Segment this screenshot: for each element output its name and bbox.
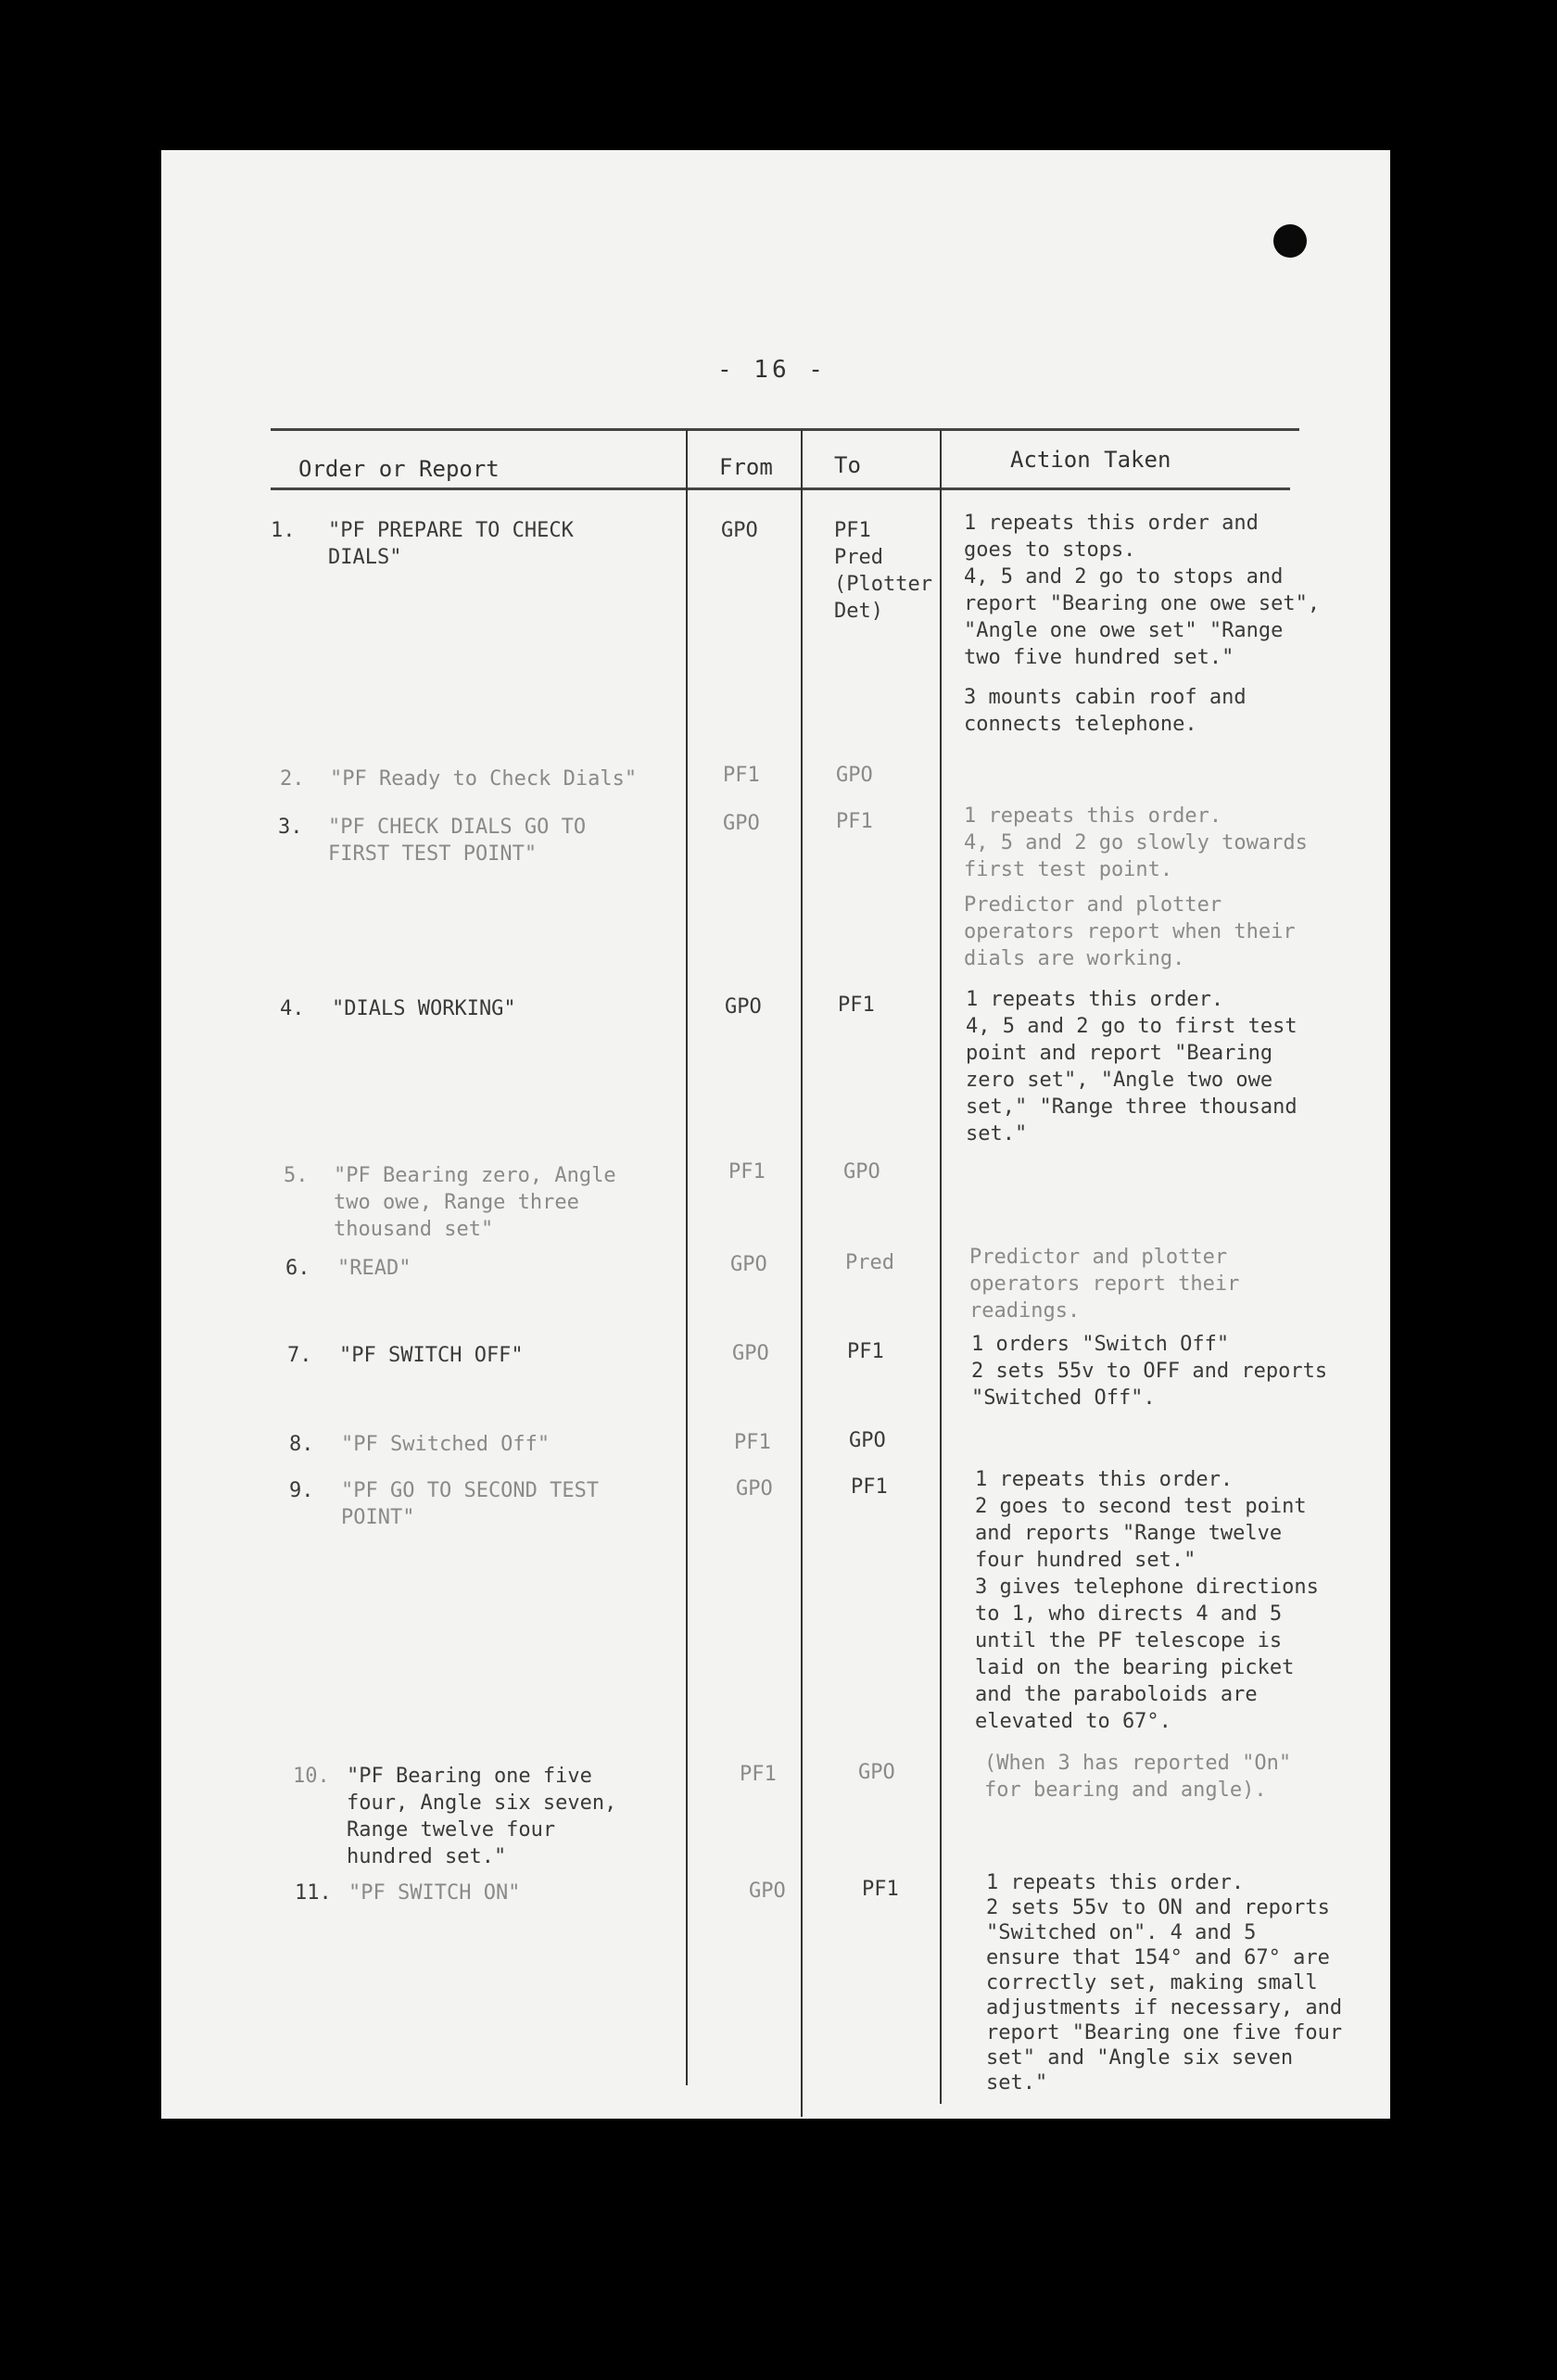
header-action: Action Taken [1010, 447, 1171, 473]
row-4-to: PF1 [838, 994, 875, 1017]
header-to: To [834, 452, 861, 478]
row-3-from: GPO [723, 812, 760, 835]
row-7-action: 1 orders "Switch Off" 2 sets 55v to OFF and reports "Switched Off". [971, 1333, 1328, 1410]
table-top-rule [271, 428, 1299, 431]
row-1-to: PF1 Pred (Plotter Det) [834, 519, 932, 623]
row-4-from: GPO [725, 995, 762, 1019]
row-1-order: "PF PREPARE TO CHECK DIALS" [328, 519, 574, 569]
row-9-to: PF1 [851, 1475, 888, 1499]
column-divider-to [801, 430, 803, 2117]
row-8-order: "PF Switched Off" [341, 1433, 551, 1456]
row-2-order: "PF Ready to Check Dials" [330, 767, 638, 791]
header-order: Order or Report [298, 456, 500, 482]
row-11-order: "PF SWITCH ON" [348, 1881, 521, 1905]
row-7-to: PF1 [847, 1340, 884, 1363]
row-8-number: 8. [289, 1433, 314, 1456]
row-2-number: 2. [280, 767, 305, 791]
row-3-number: 3. [278, 816, 303, 839]
row-5-to: GPO [843, 1160, 880, 1184]
row-6-number: 6. [285, 1257, 310, 1280]
document-page [161, 150, 1390, 2119]
row-6-action: Predictor and plotter operators report their readings. [969, 1246, 1240, 1323]
row-11-from: GPO [749, 1880, 786, 1903]
row-3-to: PF1 [836, 810, 873, 833]
row-8-to: GPO [849, 1429, 886, 1452]
row-6-from: GPO [730, 1253, 767, 1276]
row-4-number: 4. [280, 997, 305, 1020]
punch-hole [1273, 224, 1307, 258]
row-3-action-note: Predictor and plotter operators report when their dials are working. [964, 893, 1296, 970]
header-from: From [719, 454, 773, 480]
row-9-from: GPO [736, 1477, 773, 1500]
row-2-from: PF1 [723, 764, 760, 787]
row-5-number: 5. [284, 1164, 309, 1187]
row-11-to: PF1 [862, 1878, 899, 1901]
row-10-from: PF1 [740, 1763, 777, 1786]
row-8-from: PF1 [734, 1431, 771, 1454]
row-9-number: 9. [289, 1479, 314, 1502]
row-3-action: 1 repeats this order. 4, 5 and 2 go slowly towards first test point. [964, 804, 1308, 881]
row-1-action-note: 3 mounts cabin roof and connects telephone. [964, 686, 1247, 736]
column-divider-action [940, 430, 942, 2104]
row-11-number: 11. [295, 1881, 332, 1905]
page-number: - 16 - [717, 356, 827, 384]
row-6-order: "READ" [337, 1257, 411, 1280]
row-2-to: GPO [836, 764, 873, 787]
row-5-from: PF1 [728, 1160, 766, 1184]
row-10-to: GPO [858, 1761, 895, 1784]
row-1-action: 1 repeats this order and goes to stops. 4, 5 and 2 go to stops and report "Bearing one owe set", "Angle one owe set" "Range two five hundred set." [964, 512, 1321, 669]
row-7-from: GPO [732, 1342, 769, 1365]
row-10-order: "PF Bearing one five four, Angle six seven, Range twelve four hundred set." [347, 1765, 617, 1868]
row-11-action: 1 repeats this order. 2 sets 55v to ON and reports "Switched on". 4 and 5 ensure that 154° and 67° are correctly set, making small adjustments if necessary, and report "Bearing one five four set" and "Angle six seven set." [986, 1871, 1343, 2095]
row-10-number: 10. [293, 1765, 330, 1788]
row-7-order: "PF SWITCH OFF" [339, 1344, 524, 1367]
row-9-order: "PF GO TO SECOND TEST POINT" [341, 1479, 600, 1529]
row-9-action: 1 repeats this order. 2 goes to second test point and reports "Range twelve four hundred set." 3 gives telephone directions to 1, who directs 4 and 5 until the PF telescope is laid on the bearing picket and the paraboloids are elevated to 67°. [975, 1468, 1319, 1733]
row-1-from: GPO [721, 519, 758, 542]
row-6-to: Pred [845, 1251, 894, 1274]
row-5-order: "PF Bearing zero, Angle two owe, Range three thousand set" [334, 1164, 616, 1241]
row-4-order: "DIALS WORKING" [332, 997, 516, 1020]
row-10-action: (When 3 has reported "On" for bearing and angle). [984, 1752, 1292, 1802]
row-1-number: 1. [271, 519, 296, 542]
header-bottom-rule [271, 487, 1290, 490]
row-4-action: 1 repeats this order. 4, 5 and 2 go to first test point and report "Bearing zero set", "Angle two owe set," "Range three thousand set." [966, 988, 1298, 1146]
row-3-order: "PF CHECK DIALS GO TO FIRST TEST POINT" [328, 816, 587, 866]
row-7-number: 7. [287, 1344, 312, 1367]
